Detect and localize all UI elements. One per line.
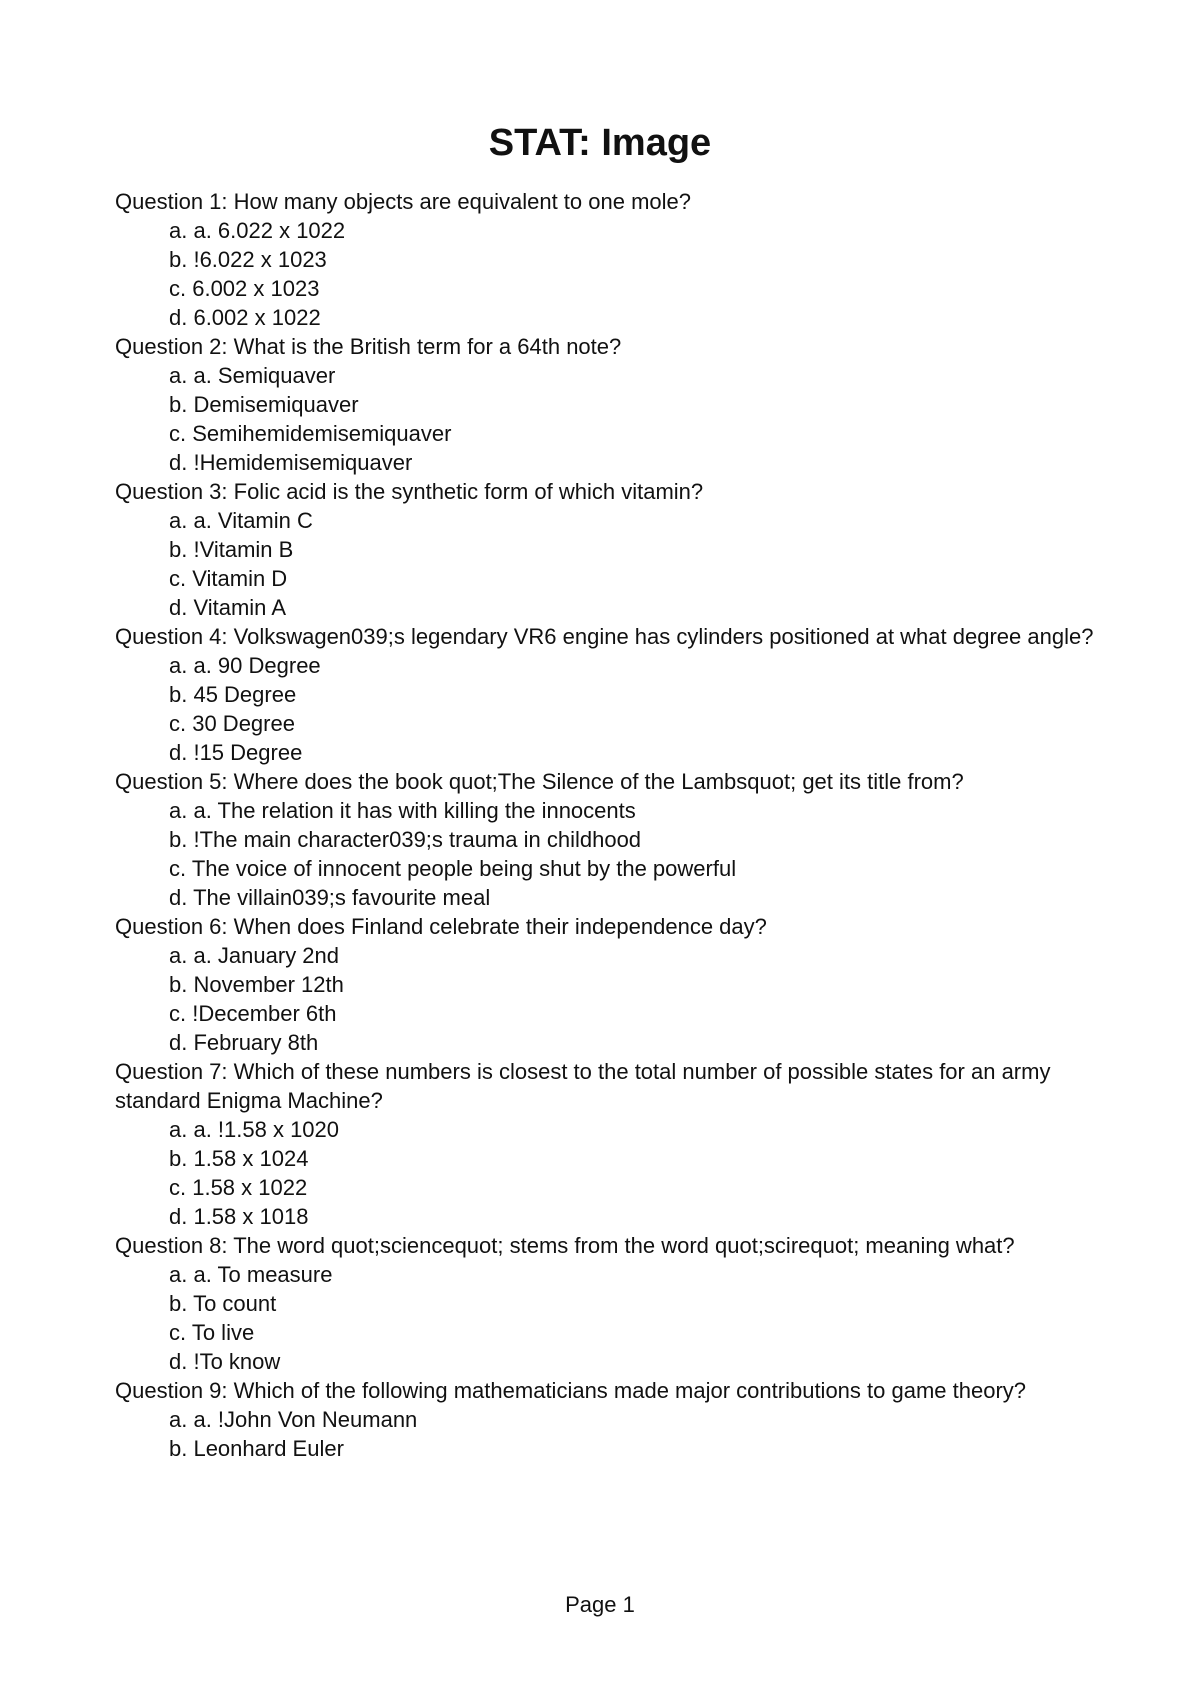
option-d: d. 1.58 x 1018 [169, 1204, 309, 1229]
option-b: b. Leonhard Euler [169, 1436, 344, 1461]
question-text: Question 1: How many objects are equivalent to one mole? [115, 189, 691, 214]
option-list [115, 506, 1100, 622]
option-c: c. 30 Degree [169, 711, 295, 736]
option-d: d. The villain039;s favourite meal [169, 885, 491, 910]
question-3 [115, 477, 1100, 622]
option-list [115, 361, 1100, 477]
question-text: Question 2: What is the British term for a 64th note? [115, 334, 622, 359]
option-b: b. 45 Degree [169, 682, 297, 707]
question-text: Question 9: Which of the following mathematicians made major contributions to game theory? [115, 1378, 1027, 1403]
option-d: d. !Hemidemisemiquaver [169, 450, 413, 475]
option-list [115, 1260, 1100, 1376]
question-list [115, 187, 1100, 1463]
option-a: a. a. January 2nd [169, 943, 340, 968]
option-list [115, 1405, 1100, 1463]
question-8 [115, 1231, 1100, 1376]
question-text: Question 6: When does Finland celebrate their independence day? [115, 914, 767, 939]
option-a: a. a. !John Von Neumann [169, 1407, 418, 1432]
option-list [115, 1115, 1100, 1231]
option-c: c. Semihemidemisemiquaver [169, 421, 452, 446]
option-b: b. !The main character039;s trauma in childhood [169, 827, 642, 852]
option-d: d. 6.002 x 1022 [169, 305, 321, 330]
question-5 [115, 767, 1100, 912]
option-b: b. !6.022 x 1023 [169, 247, 327, 272]
question-1 [115, 187, 1100, 332]
page-number: Page 1 [565, 1592, 635, 1617]
option-c: c. To live [169, 1320, 255, 1345]
option-a: a. a. 90 Degree [169, 653, 321, 678]
question-text: Question 8: The word quot;sciencequot; stems from the word quot;scirequot; meaning what? [115, 1233, 1015, 1258]
option-d: d. February 8th [169, 1030, 319, 1055]
option-b: b. To count [169, 1291, 277, 1316]
option-b: b. Demisemiquaver [169, 392, 359, 417]
option-c: c. 1.58 x 1022 [169, 1175, 308, 1200]
option-list [115, 941, 1100, 1057]
option-b: b. November 12th [169, 972, 344, 997]
option-list [115, 216, 1100, 332]
question-6 [115, 912, 1100, 1057]
option-c: c. !December 6th [169, 1001, 337, 1026]
option-a: a. a. 6.022 x 1022 [169, 218, 346, 243]
option-d: d. !To know [169, 1349, 281, 1374]
question-2 [115, 332, 1100, 477]
option-c: c. 6.002 x 1023 [169, 276, 320, 301]
question-text: Question 7: Which of these numbers is closest to the total number of possible states for an army standard Enigma Machine? [115, 1059, 1051, 1113]
question-9 [115, 1376, 1100, 1463]
option-list [115, 651, 1100, 767]
page-title: STAT: Image [488, 122, 712, 164]
option-b: b. 1.58 x 1024 [169, 1146, 309, 1171]
option-a: a. a. !1.58 x 1020 [169, 1117, 340, 1142]
question-text: Question 5: Where does the book quot;The Silence of the Lambsquot; get its title from? [115, 769, 964, 794]
option-c: c. The voice of innocent people being shut by the powerful [169, 856, 737, 881]
option-d: d. Vitamin A [169, 595, 286, 620]
option-a: a. a. Vitamin C [169, 508, 313, 533]
option-b: b. !Vitamin B [169, 537, 294, 562]
option-d: d. !15 Degree [169, 740, 303, 765]
option-a: a. a. Semiquaver [169, 363, 336, 388]
question-7 [115, 1057, 1100, 1231]
option-a: a. a. To measure [169, 1262, 333, 1287]
option-a: a. a. The relation it has with killing the innocents [169, 798, 636, 823]
option-c: c. Vitamin D [169, 566, 288, 591]
option-list [115, 796, 1100, 912]
question-4 [115, 622, 1100, 767]
question-text: Question 4: Volkswagen039;s legendary VR6 engine has cylinders positioned at what degree angle? [115, 624, 1094, 649]
question-text: Question 3: Folic acid is the synthetic form of which vitamin? [115, 479, 704, 504]
